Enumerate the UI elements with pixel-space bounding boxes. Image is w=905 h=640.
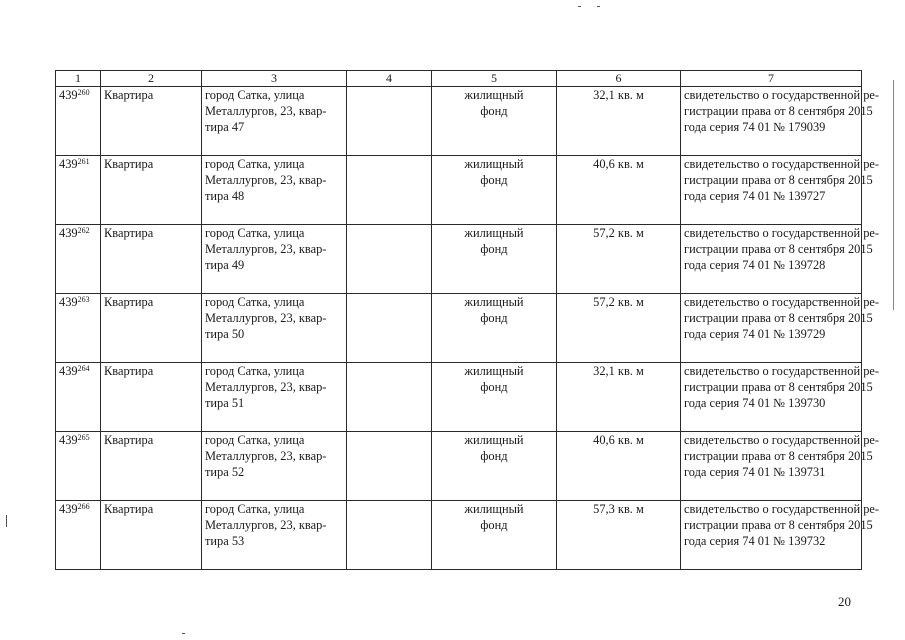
address-line-2: Металлургов, 23, квар- bbox=[205, 449, 327, 463]
scan-artifact bbox=[578, 6, 581, 7]
registration-document-cell bbox=[681, 225, 880, 294]
registration-document-cell bbox=[681, 363, 880, 432]
row-number-superscript: 265 bbox=[77, 433, 90, 442]
column-number-row bbox=[56, 71, 862, 87]
fund-cell bbox=[432, 432, 557, 501]
address-line-2: Металлургов, 23, квар- bbox=[205, 242, 327, 256]
row-number-base: 439 bbox=[59, 433, 78, 447]
fund-line-2: фонд bbox=[480, 518, 508, 532]
column-4-cell bbox=[347, 501, 432, 570]
address-cell bbox=[202, 156, 347, 225]
page-number: 20 bbox=[838, 594, 851, 609]
fund-cell bbox=[432, 87, 557, 156]
fund-line-1: жилищный bbox=[464, 364, 524, 378]
address-cell bbox=[202, 432, 347, 501]
document-line-1: свидетельство о государственной ре- bbox=[684, 502, 880, 516]
document-line-1: свидетельство о государственной ре- bbox=[684, 157, 880, 171]
fund-cell bbox=[432, 363, 557, 432]
column-header-6: 6 bbox=[557, 71, 681, 87]
table-row bbox=[56, 294, 862, 363]
row-number bbox=[59, 226, 90, 240]
document-line-3: года серия 74 01 № 139728 bbox=[684, 258, 826, 272]
address-cell bbox=[202, 501, 347, 570]
object-type-cell: Квартира bbox=[101, 294, 202, 363]
row-number-cell bbox=[56, 225, 101, 294]
registration-document-cell bbox=[681, 432, 880, 501]
address-line-1: город Сатка, улица bbox=[205, 157, 305, 171]
address-line-3: тира 50 bbox=[205, 327, 245, 341]
column-4-cell bbox=[347, 432, 432, 501]
row-number-base: 439 bbox=[59, 502, 78, 516]
property-registry-table bbox=[55, 70, 880, 570]
address-line-1: город Сатка, улица bbox=[205, 364, 305, 378]
area-cell: 57,3 кв. м bbox=[557, 501, 681, 570]
row-number bbox=[59, 433, 90, 447]
area-cell: 32,1 кв. м bbox=[557, 87, 681, 156]
row-number-cell bbox=[56, 432, 101, 501]
address-cell bbox=[202, 225, 347, 294]
document-line-2: гистрации права от 8 сентября 2015 bbox=[684, 311, 873, 325]
document-line-3: года серия 74 01 № 179039 bbox=[684, 120, 826, 134]
row-number-cell bbox=[56, 87, 101, 156]
column-4-cell bbox=[347, 363, 432, 432]
object-type-cell: Квартира bbox=[101, 432, 202, 501]
document-line-2: гистрации права от 8 сентября 2015 bbox=[684, 242, 873, 256]
fund-line-1: жилищный bbox=[464, 433, 524, 447]
address-line-3: тира 48 bbox=[205, 189, 245, 203]
address-line-2: Металлургов, 23, квар- bbox=[205, 173, 327, 187]
row-number-cell bbox=[56, 363, 101, 432]
document-line-2: гистрации права от 8 сентября 2015 bbox=[684, 449, 873, 463]
row-number-base: 439 bbox=[59, 88, 78, 102]
document-line-2: гистрации права от 8 сентября 2015 bbox=[684, 518, 873, 532]
row-number bbox=[59, 88, 90, 102]
scan-artifact bbox=[597, 6, 600, 7]
fund-line-1: жилищный bbox=[464, 157, 524, 171]
column-4-cell bbox=[347, 156, 432, 225]
row-number bbox=[59, 364, 90, 378]
registration-document-cell bbox=[681, 87, 880, 156]
fund-cell bbox=[432, 501, 557, 570]
row-number-base: 439 bbox=[59, 226, 78, 240]
address-line-1: город Сатка, улица bbox=[205, 433, 305, 447]
fund-cell bbox=[432, 225, 557, 294]
fund-line-2: фонд bbox=[480, 380, 508, 394]
row-number-cell bbox=[56, 501, 101, 570]
address-cell bbox=[202, 363, 347, 432]
object-type-cell: Квартира bbox=[101, 363, 202, 432]
row-number-superscript: 263 bbox=[77, 295, 90, 304]
object-type-cell: Квартира bbox=[101, 156, 202, 225]
column-header-3: 3 bbox=[202, 71, 347, 87]
address-line-3: тира 47 bbox=[205, 120, 245, 134]
scan-artifact bbox=[182, 633, 185, 634]
document-line-2: гистрации права от 8 сентября 2015 bbox=[684, 380, 873, 394]
address-line-3: тира 52 bbox=[205, 465, 245, 479]
table-row bbox=[56, 225, 862, 294]
column-header-1: 1 bbox=[56, 71, 101, 87]
fund-line-1: жилищный bbox=[464, 226, 524, 240]
object-type-cell: Квартира bbox=[101, 225, 202, 294]
area-cell: 40,6 кв. м bbox=[557, 432, 681, 501]
address-line-2: Металлургов, 23, квар- bbox=[205, 518, 327, 532]
fund-line-1: жилищный bbox=[464, 502, 524, 516]
address-line-2: Металлургов, 23, квар- bbox=[205, 311, 327, 325]
area-cell: 57,2 кв. м bbox=[557, 225, 681, 294]
document-line-1: свидетельство о государственной ре- bbox=[684, 88, 880, 102]
document-line-1: свидетельство о государственной ре- bbox=[684, 433, 880, 447]
table-row bbox=[56, 501, 862, 570]
table-row bbox=[56, 156, 862, 225]
fund-line-2: фонд bbox=[480, 311, 508, 325]
registration-document-cell bbox=[681, 501, 880, 570]
row-number-base: 439 bbox=[59, 157, 78, 171]
row-number-base: 439 bbox=[59, 295, 78, 309]
row-number-superscript: 264 bbox=[77, 364, 90, 373]
fund-line-2: фонд bbox=[480, 242, 508, 256]
object-type-cell: Квартира bbox=[101, 87, 202, 156]
column-4-cell bbox=[347, 225, 432, 294]
object-type-cell: Квартира bbox=[101, 501, 202, 570]
address-line-1: город Сатка, улица bbox=[205, 295, 305, 309]
document-line-3: года серия 74 01 № 139727 bbox=[684, 189, 826, 203]
column-header-4: 4 bbox=[347, 71, 432, 87]
column-header-7: 7 bbox=[681, 71, 862, 87]
registration-document-cell bbox=[681, 294, 880, 363]
document-line-3: года серия 74 01 № 139732 bbox=[684, 534, 826, 548]
table-row bbox=[56, 87, 862, 156]
address-line-3: тира 53 bbox=[205, 534, 245, 548]
row-number-superscript: 262 bbox=[77, 226, 90, 235]
fund-cell bbox=[432, 294, 557, 363]
fund-line-1: жилищный bbox=[464, 88, 524, 102]
row-number-cell bbox=[56, 294, 101, 363]
registration-document-cell bbox=[681, 156, 880, 225]
table-row bbox=[56, 363, 862, 432]
table-row bbox=[56, 432, 862, 501]
row-number-base: 439 bbox=[59, 364, 78, 378]
column-4-cell bbox=[347, 294, 432, 363]
document-line-2: гистрации права от 8 сентября 2015 bbox=[684, 104, 873, 118]
row-number-superscript: 260 bbox=[77, 88, 90, 97]
row-number bbox=[59, 295, 90, 309]
address-cell bbox=[202, 87, 347, 156]
fund-line-2: фонд bbox=[480, 104, 508, 118]
column-4-cell bbox=[347, 87, 432, 156]
address-line-2: Металлургов, 23, квар- bbox=[205, 380, 327, 394]
fund-line-2: фонд bbox=[480, 449, 508, 463]
document-line-3: года серия 74 01 № 139729 bbox=[684, 327, 826, 341]
row-number-superscript: 261 bbox=[77, 157, 90, 166]
area-cell: 32,1 кв. м bbox=[557, 363, 681, 432]
row-number bbox=[59, 502, 90, 516]
column-header-2: 2 bbox=[101, 71, 202, 87]
document-line-3: года серия 74 01 № 139731 bbox=[684, 465, 826, 479]
document-line-1: свидетельство о государственной ре- bbox=[684, 295, 880, 309]
fund-line-1: жилищный bbox=[464, 295, 524, 309]
area-cell: 40,6 кв. м bbox=[557, 156, 681, 225]
address-line-3: тира 49 bbox=[205, 258, 245, 272]
area-cell: 57,2 кв. м bbox=[557, 294, 681, 363]
address-cell bbox=[202, 294, 347, 363]
address-line-1: город Сатка, улица bbox=[205, 502, 305, 516]
address-line-3: тира 51 bbox=[205, 396, 245, 410]
scan-artifact bbox=[6, 515, 7, 527]
row-number-cell bbox=[56, 156, 101, 225]
document-line-3: года серия 74 01 № 139730 bbox=[684, 396, 826, 410]
column-header-5: 5 bbox=[432, 71, 557, 87]
row-number-superscript: 266 bbox=[77, 502, 90, 511]
address-line-2: Металлургов, 23, квар- bbox=[205, 104, 327, 118]
address-line-1: город Сатка, улица bbox=[205, 88, 305, 102]
document-line-1: свидетельство о государственной ре- bbox=[684, 364, 880, 378]
row-number bbox=[59, 157, 90, 171]
address-line-1: город Сатка, улица bbox=[205, 226, 305, 240]
fund-line-2: фонд bbox=[480, 173, 508, 187]
fund-cell bbox=[432, 156, 557, 225]
document-line-2: гистрации права от 8 сентября 2015 bbox=[684, 173, 873, 187]
document-line-1: свидетельство о государственной ре- bbox=[684, 226, 880, 240]
scan-artifact bbox=[893, 80, 894, 310]
